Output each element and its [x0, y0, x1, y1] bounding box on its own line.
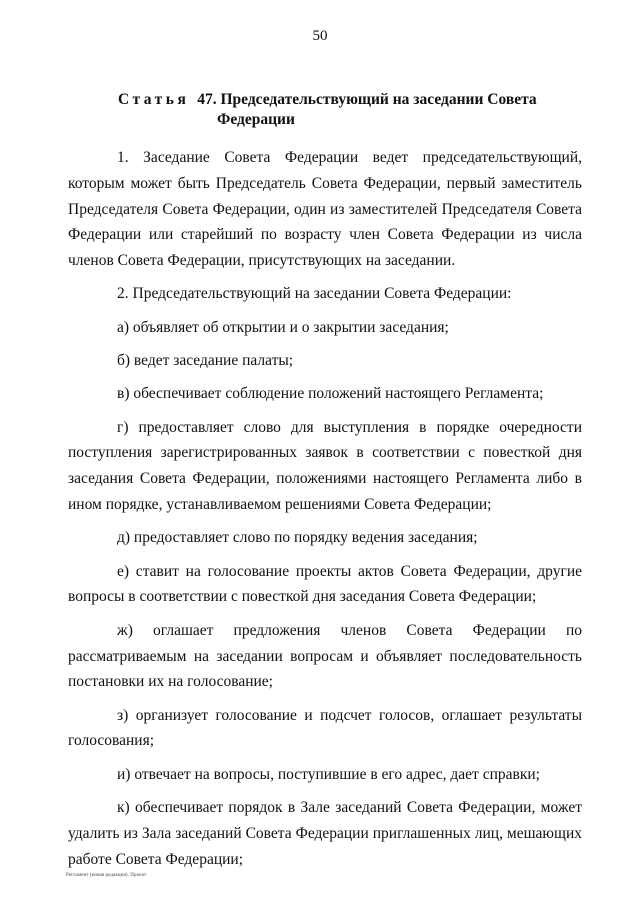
list-item-e: е) ставит на голосование проекты актов Совета Федерации, другие вопросы в соответствии с повесткой дня заседания Совета Федерации;: [68, 562, 582, 606]
footer-note: Регламент (новая редакция). Проект: [66, 873, 147, 878]
article-body: [68, 145, 582, 872]
article-heading: [118, 90, 558, 130]
list-item-zh: ж) оглашает предложения членов Совета Федерации по рассматриваемым на заседании вопросам и объявляет последовательность постановки их на голосование;: [68, 621, 582, 691]
article-label: Статья: [118, 91, 190, 108]
list-item-a: а) объявляет об открытии и о закрытии заседания;: [117, 318, 449, 336]
paragraph-1: 1. Заседание Совета Федерации ведет председательствующий, которым может быть Председатель Совета Федерации, первый заместитель Председателя Совета Федерации, один из заместителей Председателя Совета Федерации или старейший по возрасту член Совета Федерации из числа членов Совета Федерации, присутствующих на заседании.: [68, 149, 582, 270]
list-item-z: з) организует голосование и подсчет голосов, оглашает результаты голосования;: [68, 706, 582, 750]
article-title-continued: Федерации: [217, 111, 295, 128]
list-item-v: в) обеспечивает соблюдение положений настоящего Регламента;: [117, 385, 544, 403]
list-item-k: к) обеспечивает порядок в Зале заседаний Совета Федерации, может удалить из Зала заседаний Совета Федерации приглашенных лиц, мешающих работе Совета Федерации;: [68, 799, 582, 868]
list-item-i: и) отвечает на вопросы, поступившие в его адрес, дает справки;: [117, 765, 540, 783]
paragraph-2: 2. Председательствующий на заседании Совета Федерации:: [117, 285, 512, 303]
list-item-d: д) предоставляет слово по порядку ведения заседания;: [117, 529, 478, 547]
list-item-g: г) предоставляет слово для выступления в порядке очередности поступления зарегистрированных заявок в соответствии с повесткой дня заседания Совета Федерации, положениями настоящего Регламента либо в ином порядке, устанавливаемом решениями Совета Федерации;: [68, 418, 582, 514]
list-item-b: б) ведет заседание палаты;: [117, 352, 294, 370]
article-heading-line-1: [118, 90, 558, 110]
page-number: 50: [312, 28, 328, 44]
article-title: 47. Председательствующий на заседании Совета: [197, 91, 537, 108]
